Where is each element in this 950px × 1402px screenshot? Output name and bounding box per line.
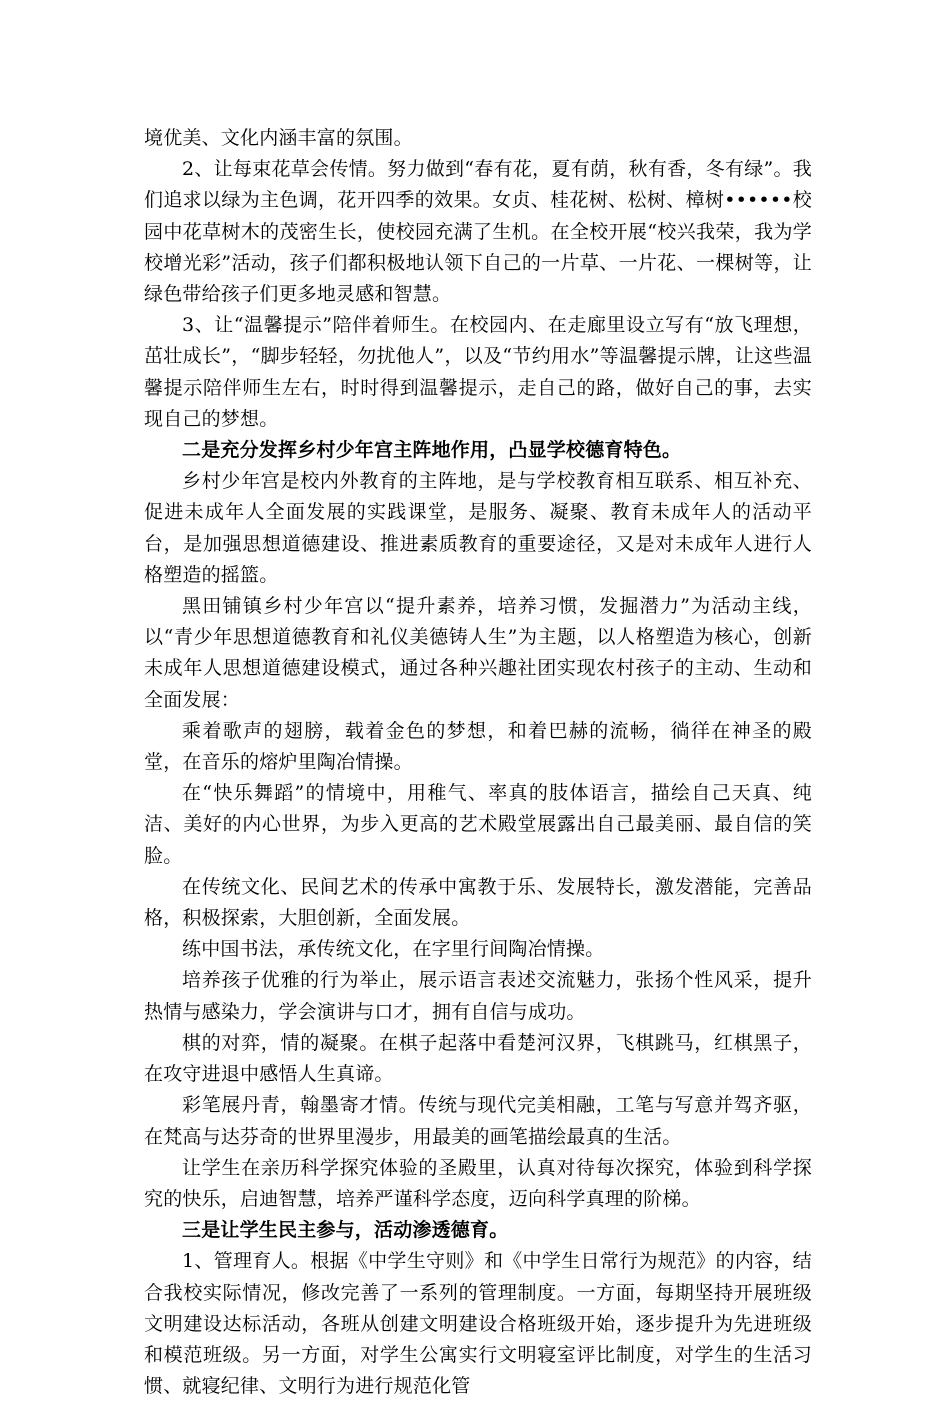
paragraph: 境优美、文化内涵丰富的氛围。 xyxy=(144,127,413,149)
section-heading: 二是充分发挥乡村少年宫主阵地作用，凸显学校德育特色。 xyxy=(182,439,682,462)
paragraph: 乡村少年宫是校内外教育的主阵地，是与学校教育相互联系、相互补充、促进未成年人全面发展的实践课堂，是服务、凝聚、教育未成年人的活动平台，是加强思想道德建设、推进素质教育的重要途径，又是对未成年人进行人格塑造的摇篮。 xyxy=(144,470,812,586)
paragraph: 培养孩子优雅的行为举止，展示语言表述交流魅力，张扬个性风采，提升热情与感染力，学会演讲与口才，拥有自信与成功。 xyxy=(144,969,812,1023)
document-body xyxy=(144,123,812,1402)
paragraph: 棋的对弈，情的凝聚。在棋子起落中看楚河汉界，飞棋跳马，红棋黑子，在攻守进退中感悟人生真谛。 xyxy=(144,1031,812,1086)
paragraph: 3、让“温馨提示”陪伴着师生。在校园内、在走廊里设立写有“放飞理想，茁壮成长”，“脚步轻轻，勿扰他人”，以及“节约用水”等温馨提示牌，让这些温馨提示陪伴师生左右，时时得到温馨提示，走自己的路，做好自己的事，去实现自己的梦想。 xyxy=(144,314,812,430)
paragraph: 黑田铺镇乡村少年宫以“提升素养，培养习惯，发掘潜力”为活动主线，以“青少年思想道德教育和礼仪美德铸人生”为主题，以人格塑造为核心，创新未成年人思想道德建设模式，通过各种兴趣社团实现农村孩子的主动、生动和全面发展： xyxy=(144,595,812,711)
paragraph: 彩笔展丹青，翰墨寄才情。传统与现代完美相融，工笔与写意并驾齐驱，在梵高与达芬奇的世界里漫步，用最美的画笔描绘最真的生活。 xyxy=(144,1094,812,1148)
paragraph: 1、管理育人。根据《中学生守则》和《中学生日常行为规范》的内容，结合我校实际情况，修改完善了一系列的管理制度。一方面，每期坚持开展班级文明建设达标活动，各班从创建文明建设合格班级开始，逐步提升为先进班级和模范班级。另一方面，对学生公寓实行文明寝室评比制度，对学生的生活习惯、就寝纪律、文明行为进行规范化管 xyxy=(144,1250,812,1398)
paragraph: 2、让每束花草会传情。努力做到“春有花，夏有荫，秋有香，冬有绿”。我们追求以绿为主色调，花开四季的效果。女贞、桂花树、松树、樟树••••••校园中花草树木的茂密生长，使校园充满了生机。在全校开展“校兴我荣，我为学校增光彩”活动，孩子们都积极地认领下自己的一片草、一片花、一棵树等，让绿色带给孩子们更多地灵感和智慧。 xyxy=(144,158,812,306)
paragraph: 乘着歌声的翅膀，载着金色的梦想，和着巴赫的流畅，徜徉在神圣的殿堂，在音乐的熔炉里陶冶情操。 xyxy=(144,719,812,774)
paragraph: 在“快乐舞蹈”的情境中，用稚气、率真的肢体语言，描绘自己天真、纯洁、美好的内心世界，为步入更高的艺术殿堂展露出自己最美丽、最自信的笑脸。 xyxy=(144,782,812,867)
paragraph: 让学生在亲历科学探究体验的圣殿里，认真对待每次探究，体验到科学探究的快乐，启迪智慧，培养严谨科学态度，迈向科学真理的阶梯。 xyxy=(144,1156,812,1210)
section-heading: 三是让学生民主参与，活动渗透德育。 xyxy=(182,1219,509,1242)
paragraph: 在传统文化、民间艺术的传承中寓教于乐、发展特长，激发潜能，完善品格，积极探索，大胆创新，全面发展。 xyxy=(144,875,812,930)
paragraph: 练中国书法，承传统文化，在字里行间陶冶情操。 xyxy=(182,938,605,961)
